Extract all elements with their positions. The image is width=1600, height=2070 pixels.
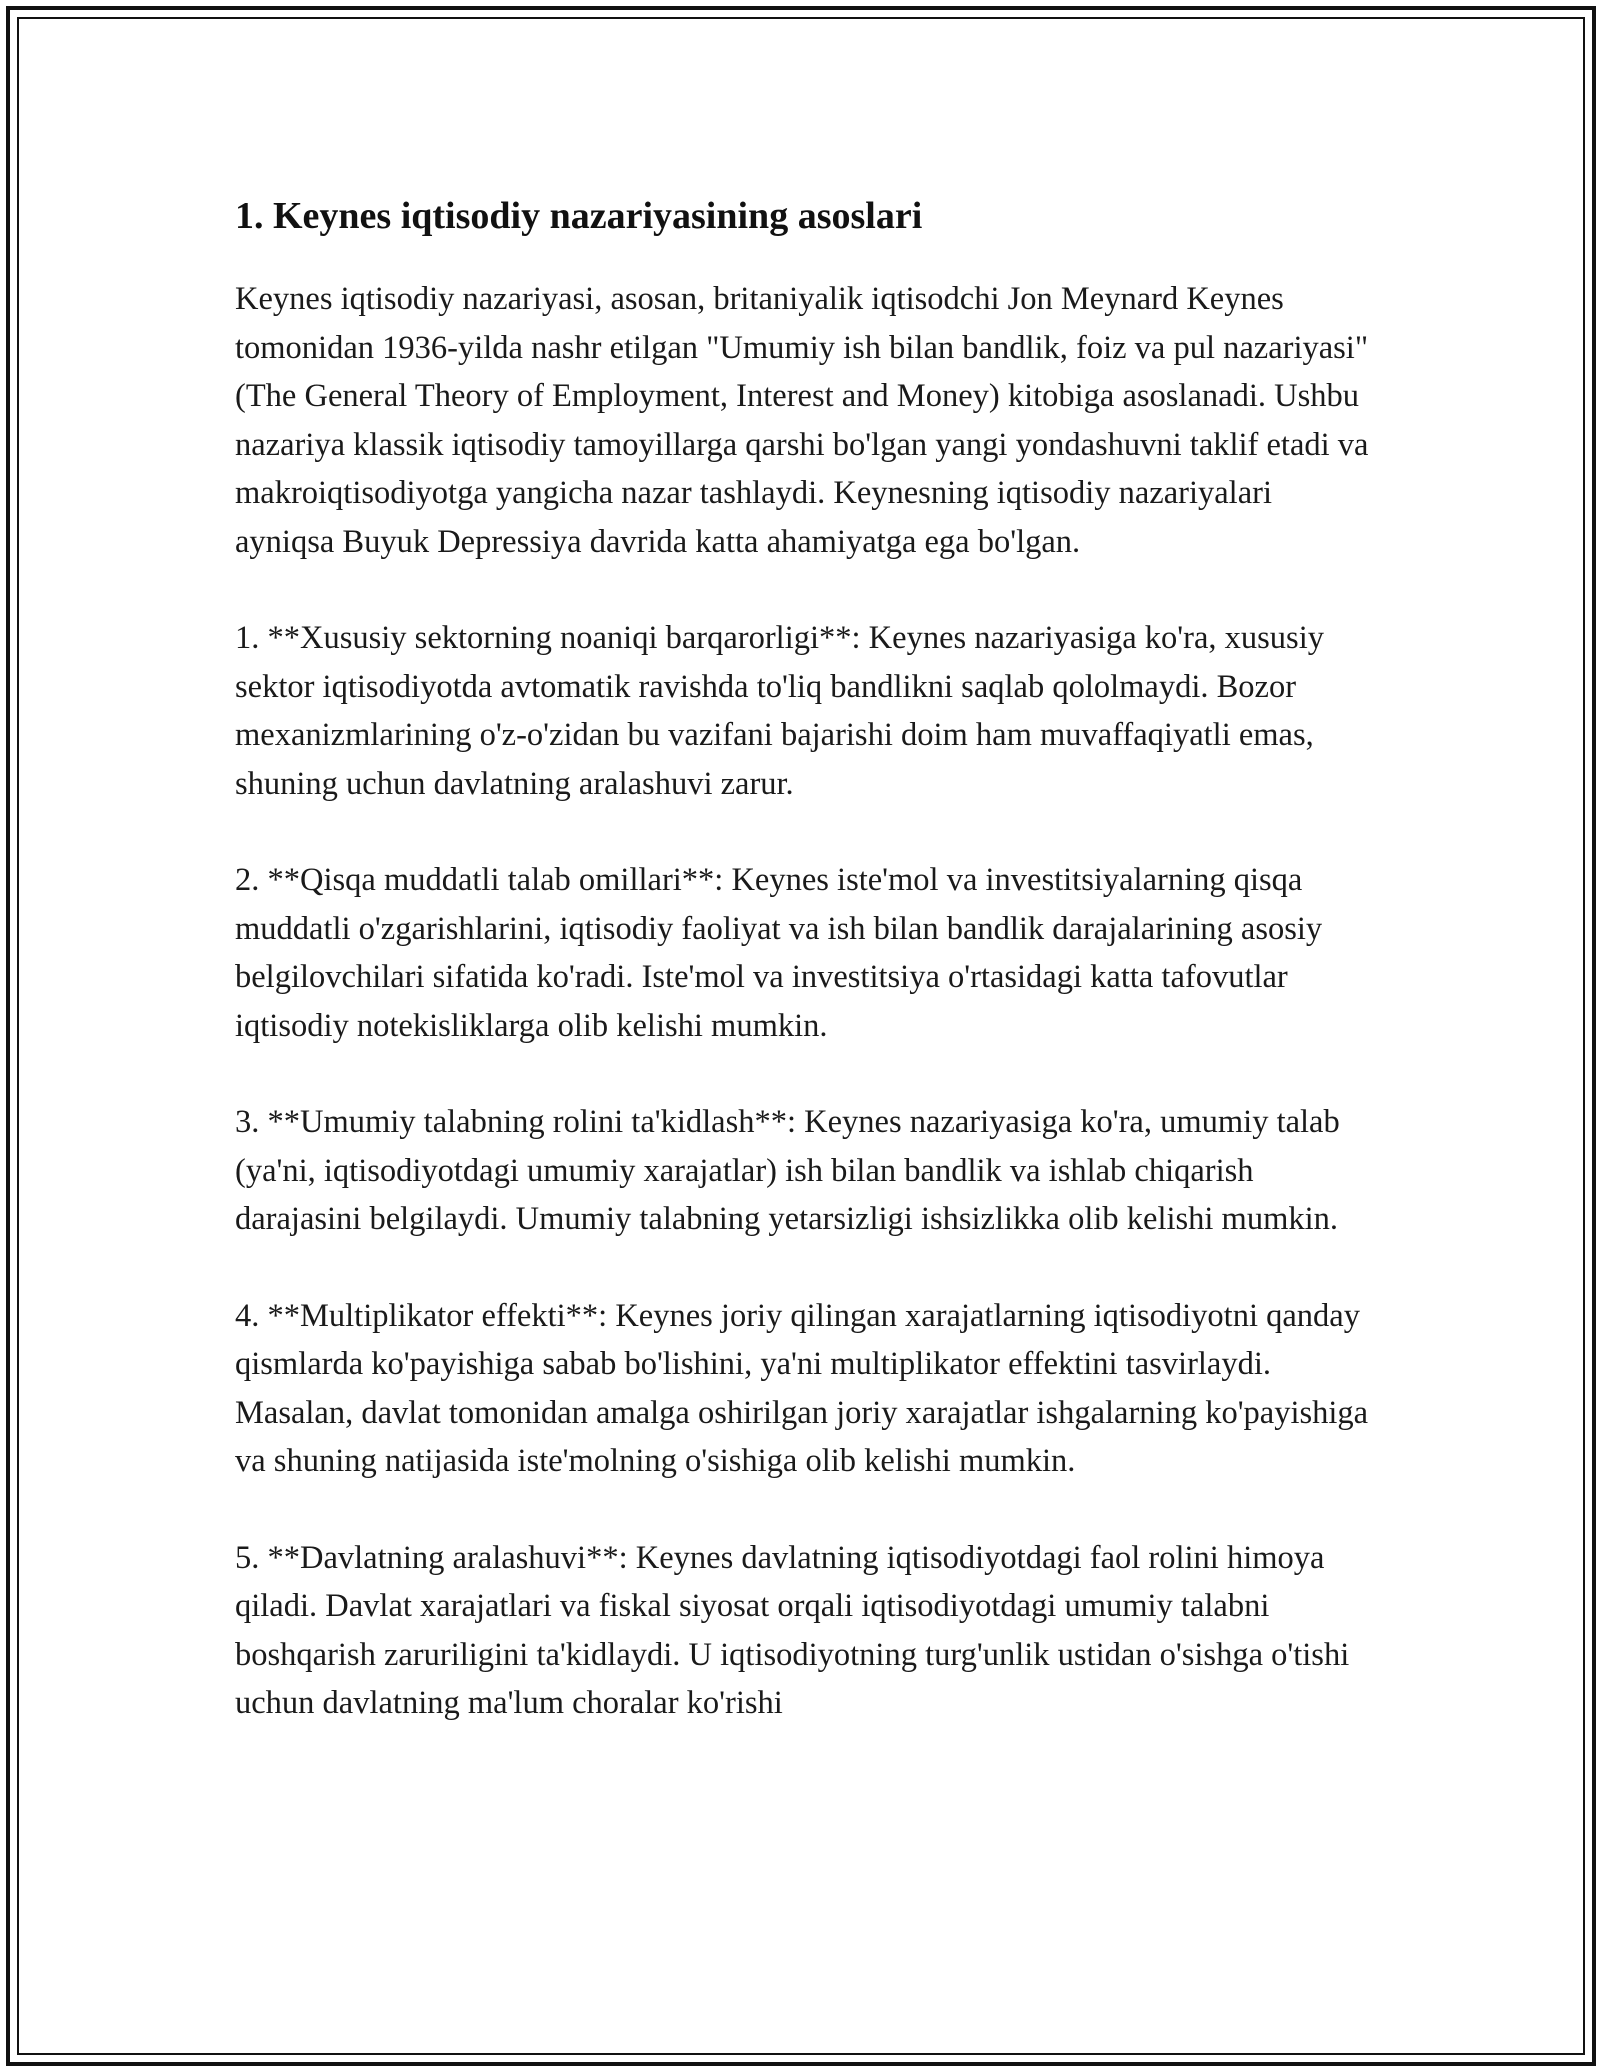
document-body <box>235 188 1375 1776</box>
section-title: 1. Keynes iqtisodiy nazariyasining asoslari <box>235 195 923 237</box>
point-5-paragraph: 5. **Davlatning aralashuvi**: Keynes davlatning iqtisodiyotdagi faol rolini himoya qiladi. Davlat xarajatlari va fiskal siyosat orqali iqtisodiyotdagi umumiy talabni boshqarish zaruriligini ta'kidlaydi. U iqtisodiyotning turg'unlik ustidan o'sishga o'tishi uchun davlatning ma'lum choralar ko'rishi <box>235 1539 1350 1721</box>
point-1-paragraph: 1. **Xususiy sektorning noaniqi barqarorligi**: Keynes nazariyasiga ko'ra, xususiy sektor iqtisodiyotda avtomatik ravishda to'liq bandlikni saqlab qololmaydi. Bozor mexanizmlarining o'z-o'zidan bu vazifani bajarishi doim ham muvaffaqiyatli emas, shuning uchun davlatning aralashuvi zarur. <box>235 620 1324 802</box>
point-4-paragraph: 4. **Multiplikator effekti**: Keynes joriy qilingan xarajatlarning iqtisodiyotni qanday qismlarda ko'payishiga sabab bo'lishini, ya'ni multiplikator effektini tasvirlaydi. Masalan, davlat tomonidan amalga oshirilgan joriy xarajatlar ishgalarning ko'payishiga va shuning natijasida iste'molning o'sishiga olib kelishi mumkin. <box>235 1297 1369 1479</box>
point-2-paragraph: 2. **Qisqa muddatli talab omillari**: Keynes iste'mol va investitsiyalarning qisqa muddatli o'zgarishlarini, iqtisodiy faoliyat va ish bilan bandlik darajalarining asosiy belgilovchilari sifatida ko'radi. Iste'mol va investitsiya o'rtasidagi katta tafovutlar iqtisodiy notekisliklarga olib kelishi mumkin. <box>235 862 1323 1044</box>
intro-paragraph: Keynes iqtisodiy nazariyasi, asosan, britaniyalik iqtisodchi Jon Meynard Keynes tomonidan 1936-yilda nashr etilgan "Umumiy ish bilan bandlik, foiz va pul nazariyasi" (The General Theory of Employment, Interest and Money) kitobiga asoslanadi. Ushbu nazariya klassik iqtisodiy tamoyillarga qarshi bo'lgan yangi yondashuvni taklif etadi va makroiqtisodiyotga yangicha nazar tashlaydi. Keynesning iqtisodiy nazariyalari ayniqsa Buyuk Depressiya davrida katta ahamiyatga ega bo'lgan. <box>235 281 1369 560</box>
point-3-paragraph: 3. **Umumiy talabning rolini ta'kidlash**: Keynes nazariyasiga ko'ra, umumiy talab (ya'ni, iqtisodiyotdagi umumiy xarajatlar) ish bilan bandlik va ishlab chiqarish darajasini belgilaydi. Umumiy talabning yetarsizligi ishsizlikka olib kelishi mumkin. <box>235 1104 1340 1237</box>
